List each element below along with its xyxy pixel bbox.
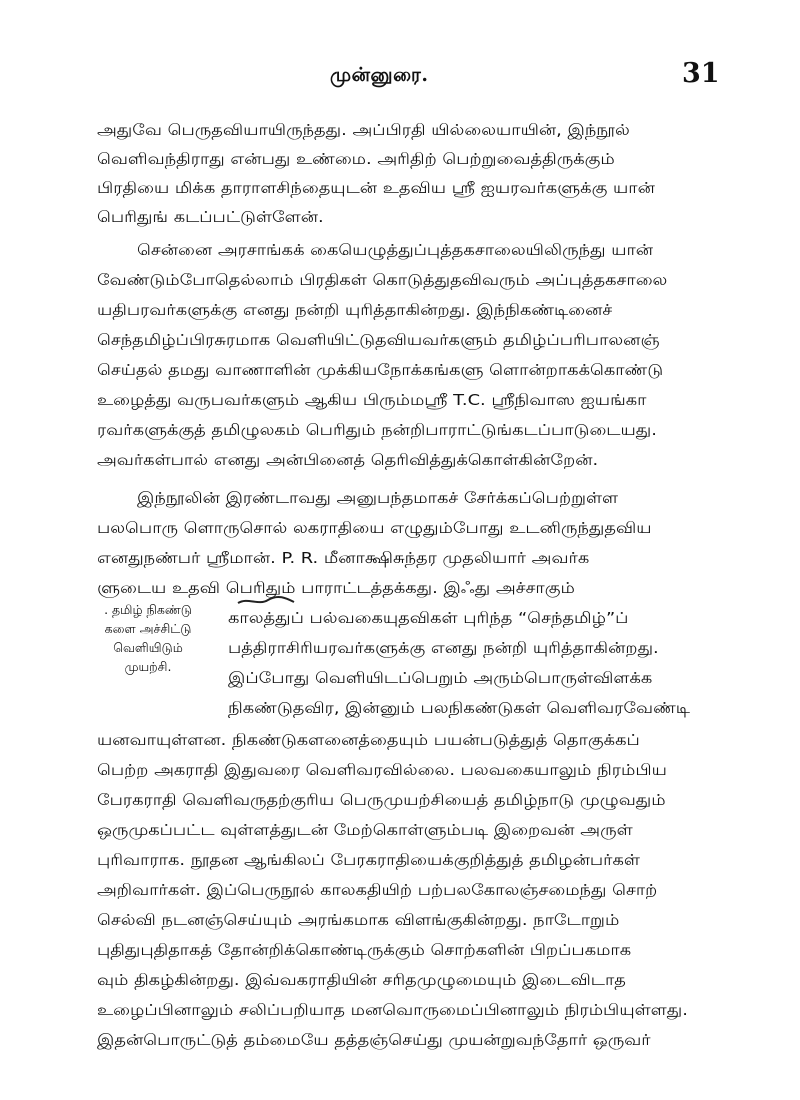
body-text-line: உழைத்து வருபவர்களும் ஆகிய பிரும்மஸ்ரீ T.C. ஸ்ரீநிவாஸ ஐயங்கா — [97, 391, 647, 409]
body-text-line: அறிவார்கள். இப்பெருநூல் காலகதியிற் பற்பலகோலஞ்சமைந்து சொற் — [97, 881, 658, 899]
body-text-line: நிகண்டுதவிர, இன்னும் பலநிகண்டுகள் வெளிவரவேண்டி — [228, 699, 690, 717]
body-text-line: ஒருமுகப்பட்ட வுள்ளத்துடன் மேற்கொள்ளும்படி இறைவன் அருள் — [97, 821, 633, 839]
body-text-line: செல்வி நடனஞ்செய்யும் அரங்கமாக விளங்குகின்றது. நாடோறும் — [97, 911, 620, 929]
body-text-line: செந்தமிழ்ப்பிரசுரமாக வெளியிட்டுதவியவர்களும் தமிழ்ப்பரிபாலனஞ் — [97, 331, 660, 349]
body-text-line: பெரிதுங் கடப்பட்டுள்ளேன். — [97, 208, 324, 226]
margin-note-line: களை அச்சிட்டு — [104, 621, 192, 636]
margin-note-line: முயற்சி. — [124, 659, 172, 674]
body-text-line: உழைப்பினாலும் சலிப்பறியாத மனவொருமைப்பினாலும் நிரம்பியுள்ளது. — [97, 1001, 688, 1019]
body-text-line: ரவர்களுக்குத் தமிழுலகம் பெரிதும் நன்றிபாராட்டுங்கடப்பாடுடையது. — [97, 421, 657, 439]
body-text-line: சென்னை அரசாங்கக் கையெழுத்துப்புத்தகசாலையிலிருந்து யான் — [137, 241, 654, 259]
body-text-line: இப்போது வெளியிடப்பெறும் அரும்பொருள்விளக்க — [228, 669, 653, 687]
body-text-line: பேரகராதி வெளிவருதற்குரிய பெருமுயற்சியைத் தமிழ்நாடு முழுவதும் — [97, 791, 666, 809]
body-text-line: புரிவாராக. நூதன ஆங்கிலப் பேரகராதியைக்குறித்துத் தமிழன்பர்கள் — [97, 851, 640, 869]
pen-mark-icon — [236, 594, 296, 608]
body-text-line: காலத்துப் பல்வகையுதவிகள் புரிந்த “செந்தமிழ்”ப் — [228, 609, 629, 627]
body-text-line: இதன்பொருட்டுத் தம்மையே தத்தஞ்செய்து முயன்றுவந்தோர் ஒருவர் — [97, 1031, 651, 1049]
body-text-line: புதிதுபுதிதாகத் தோன்றிக்கொண்டிருக்கும் சொற்களின் பிறப்பகமாக — [97, 941, 632, 959]
page-number: 31 — [682, 58, 720, 89]
page-title: முன்னுரை. — [330, 64, 429, 86]
body-text-line: வெளிவந்திராது என்பது உண்மை. அரிதிற் பெற்றுவைத்திருக்கும் — [97, 150, 615, 168]
body-text-line: பத்திராசிரியரவர்களுக்கு எனது நன்றி யுரித்தாகின்றது. — [228, 639, 659, 657]
margin-note-line: . தமிழ் நிகண்டு — [104, 602, 192, 617]
body-text-line: இந்நூலின் இரண்டாவது அனுபந்தமாகச் சேர்க்கப்பெற்றுள்ள — [137, 489, 619, 507]
body-text-line: யதிபரவர்களுக்கு எனது நன்றி யுரித்தாகின்றது. இந்நிகண்டினைச் — [97, 301, 613, 319]
body-text-line: பலபொரு ளொருசொல் லகராதியை எழுதும்போது உடனிருந்துதவிய — [97, 519, 652, 537]
body-text-line: ளுடைய உதவி பெரிதும் பாராட்டத்தக்கது. இஃது அச்சாகும் — [97, 579, 575, 597]
body-text-line: அவர்கள்பால் எனது அன்பினைத் தெரிவித்துக்கொள்கின்றேன். — [97, 451, 599, 469]
body-text-line: வும் திகழ்கின்றது. இவ்வகராதியின் சரிதமுழுமையும் இடைவிடாத — [97, 971, 626, 989]
body-text-line: எனதுநண்பர் ஸ்ரீமான். P. R. மீனாக்ஷிசுந்தர முதலியார் அவர்க — [97, 549, 590, 567]
body-text-line: அதுவே பெருதவியாயிருந்தது. அப்பிரதி யில்லையாயின், இந்நூல் — [97, 121, 630, 139]
running-head — [0, 58, 800, 98]
body-text-line: பிரதியை மிக்க தாராளசிந்தையுடன் உதவிய ஸ்ரீ ஐயரவர்களுக்கு யான் — [97, 179, 655, 197]
margin-note-line: வெளியிடும் — [113, 640, 183, 655]
body-text-line: செய்தல் தமது வாணாளின் முக்கியநோக்கங்களு ளொன்றாகக்கொண்டு — [97, 361, 664, 379]
margin-note — [78, 600, 218, 676]
body-text-line: வேண்டும்போதெல்லாம் பிரதிகள் கொடுத்துதவிவரும் அப்புத்தகசாலை — [97, 271, 668, 289]
body-text-line: யனவாயுள்ளன. நிகண்டுகளனைத்தையும் பயன்படுத்துத் தொகுக்கப் — [97, 731, 640, 749]
body-text-line: பெற்ற அகராதி இதுவரை வெளிவரவில்லை. பலவகையாலும் நிரம்பிய — [97, 761, 667, 779]
